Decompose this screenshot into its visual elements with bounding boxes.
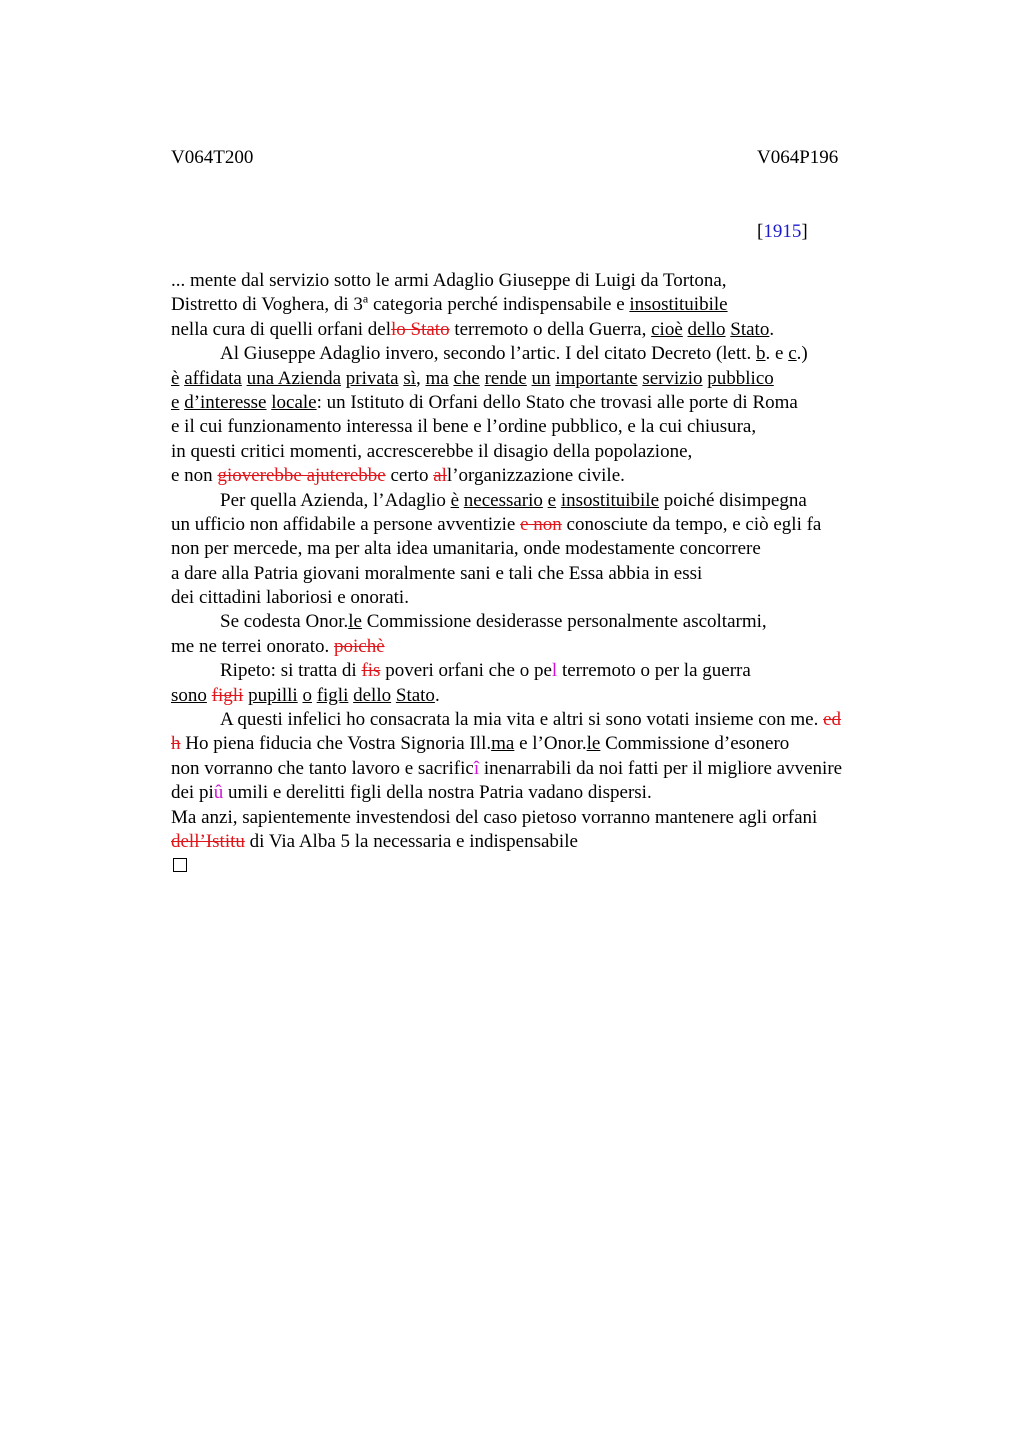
deleted-segment: figli: [211, 684, 244, 706]
deleted-segment: lo Stato: [391, 318, 450, 340]
text-line: [171, 635, 931, 659]
document-code-right: V064P196: [757, 147, 839, 168]
deleted-segment: dell’Istitu: [171, 830, 245, 852]
underlined-segment: ma: [425, 367, 449, 389]
text-segment: Al Giuseppe Adaglio invero, secondo l’artic. I del citato Decreto (lett.: [220, 343, 757, 365]
text-segment: umili e derelitti figli della nostra Patria vadano dispersi.: [223, 782, 652, 804]
inserted-segment: û: [213, 782, 224, 804]
underlined-segment: sono: [171, 684, 207, 706]
underlined-segment: sì: [403, 367, 416, 389]
text-line: [171, 440, 931, 464]
deleted-segment: poichè: [334, 635, 385, 657]
text-segment: poveri orfani che o pe: [380, 660, 552, 682]
inserted-segment: l: [551, 660, 558, 682]
underlined-segment: insostituibile: [629, 294, 728, 316]
underlined-segment: c: [788, 343, 797, 365]
text-line: [171, 684, 931, 708]
text-line: [171, 415, 931, 439]
text-segment: terremoto o per la guerra: [557, 660, 751, 682]
underlined-segment: servizio: [642, 367, 703, 389]
text-line: [171, 586, 931, 610]
text-line: [171, 781, 931, 805]
text-segment: ,: [416, 367, 426, 389]
text-line: [171, 318, 931, 342]
underlined-segment: cioè: [651, 318, 683, 340]
text-line: [171, 391, 931, 415]
underlined-segment: figli: [316, 684, 349, 706]
text-segment: Se codesta Onor.: [220, 611, 349, 633]
text-segment: poiché disimpegna: [659, 489, 807, 511]
underlined-segment: affidata: [184, 367, 242, 389]
inserted-segment: î: [473, 757, 480, 779]
text-segment: non vorranno che tanto lavoro e sacrific: [171, 757, 474, 779]
date-open-bracket: [: [757, 221, 764, 242]
text-segment: e non: [171, 465, 218, 487]
text-line: [171, 367, 931, 391]
text-line: [171, 830, 931, 854]
text-segment: A questi infelici ho consacrata la mia vita e altri si sono votati insieme con me.: [220, 709, 824, 731]
text-segment: non per mercede, ma per alta idea umanitaria, onde modestamente concorrere: [171, 538, 761, 560]
deleted-segment: gioverebbe ajuterebbe: [217, 465, 386, 487]
text-line: [171, 659, 931, 683]
superscript-segment: a: [362, 292, 369, 307]
date-year: 1915: [763, 221, 802, 242]
text-segment: ... mente dal servizio sotto le armi Adaglio Giuseppe di Luigi da Tortona,: [171, 270, 727, 291]
text-line: [171, 269, 931, 293]
underlined-segment: importante: [555, 367, 638, 389]
text-segment: di Via Alba 5 la necessaria e indispensabile: [244, 830, 578, 852]
text-line: [171, 513, 931, 537]
underlined-segment: locale: [271, 391, 317, 413]
text-segment: e l’Onor.: [514, 733, 587, 755]
text-segment: dei pi: [171, 782, 214, 804]
date-reference: [757, 221, 808, 243]
text-segment: Commissione d’esonero: [600, 733, 790, 755]
underlined-segment: una Azienda: [246, 367, 342, 389]
deleted-segment: fis: [361, 660, 381, 682]
text-segment: Ho piena fiducia che Vostra Signoria Ill.: [180, 733, 492, 755]
box-symbol-icon: [173, 858, 187, 872]
text-line: [171, 464, 931, 488]
text-segment: Per quella Azienda, l’Adaglio: [220, 489, 451, 511]
letter-body: [171, 269, 931, 879]
end-marker-line: [171, 854, 931, 878]
deleted-segment: e non: [520, 513, 562, 535]
text-segment: . e: [765, 343, 789, 365]
text-segment: : un Istituto di Orfani dello Stato che trovasi alle porte di Roma: [316, 391, 798, 413]
text-line: [171, 610, 931, 634]
text-segment: terremoto o della Guerra,: [449, 318, 652, 340]
text-segment: un ufficio non affidabile a persone avventizie: [171, 513, 521, 535]
underlined-segment: un: [531, 367, 551, 389]
text-segment: nella cura di quelli orfani del: [171, 318, 391, 340]
text-line: [171, 708, 931, 732]
underlined-segment: pupilli: [248, 684, 298, 706]
text-segment: conosciute da tempo, e ciò egli fa: [561, 513, 822, 535]
text-segment: e il cui funzionamento interessa il bene e l’ordine pubblico, e la cui chiusura,: [171, 416, 757, 438]
deleted-segment: al: [433, 465, 447, 487]
text-segment: me ne terrei onorato.: [171, 635, 335, 657]
deleted-segment: h: [171, 733, 181, 755]
text-line: [171, 537, 931, 561]
text-segment: Ripeto: si tratta di: [220, 660, 362, 682]
underlined-segment: è: [450, 489, 460, 511]
underlined-segment: è: [171, 367, 180, 389]
underlined-segment: b: [756, 343, 766, 365]
text-segment: l’organizzazione civile.: [446, 465, 625, 487]
text-segment: .: [434, 684, 440, 706]
text-segment: a dare alla Patria giovani moralmente sani e tali che Essa abbia in essi: [171, 562, 703, 584]
underlined-segment: le: [348, 611, 362, 633]
text-segment: .): [796, 343, 808, 365]
deleted-segment: ed: [823, 709, 842, 731]
text-segment: .: [769, 318, 775, 340]
underlined-segment: le: [586, 733, 601, 755]
underlined-segment: ma: [491, 733, 515, 755]
underlined-segment: d’interesse: [184, 391, 267, 413]
underlined-segment: e: [547, 489, 557, 511]
underlined-segment: dello: [687, 318, 726, 340]
text-segment: in questi critici momenti, accrescerebbe il disagio della popolazione,: [171, 440, 693, 462]
underlined-segment: e: [171, 391, 180, 413]
text-line: [171, 757, 931, 781]
text-segment: Commissione desiderasse personalmente ascoltarmi,: [361, 611, 767, 633]
underlined-segment: pubblico: [707, 367, 774, 389]
underlined-segment: Stato: [395, 684, 435, 706]
underlined-segment: dello: [353, 684, 392, 706]
underlined-segment: necessario: [463, 489, 543, 511]
date-close-bracket: ]: [801, 221, 808, 242]
text-line: [171, 342, 931, 366]
text-line: [171, 293, 931, 317]
text-line: [171, 489, 931, 513]
text-line: [171, 562, 931, 586]
text-segment: categoria perché indispensabile e: [368, 294, 630, 316]
text-segment: inenarrabili da noi fatti per il migliore avvenire: [479, 757, 843, 779]
text-segment: Ma anzi, sapientemente investendosi del caso pietoso vorranno mantenere agli orfani: [171, 806, 818, 828]
underlined-segment: Stato: [730, 318, 770, 340]
text-segment: certo: [385, 465, 434, 487]
text-line: [171, 806, 931, 830]
underlined-segment: rende: [484, 367, 527, 389]
underlined-segment: che: [453, 367, 480, 389]
text-segment: Distretto di Voghera, di 3: [171, 294, 363, 316]
underlined-segment: privata: [345, 367, 399, 389]
text-segment: dei cittadini laboriosi e onorati.: [171, 587, 409, 609]
document-code-left: V064T200: [171, 147, 254, 168]
underlined-segment: insostituibile: [560, 489, 660, 511]
underlined-segment: o: [302, 684, 312, 706]
text-line: [171, 732, 931, 756]
